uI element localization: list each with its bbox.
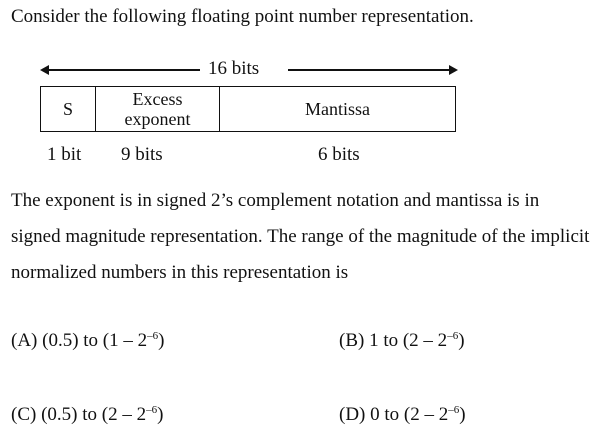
mantissa-field-label: Mantissa xyxy=(305,99,370,119)
total-bits-label: 16 bits xyxy=(208,58,260,79)
arrow-line-right xyxy=(288,69,450,71)
sign-field-label: S xyxy=(62,99,73,119)
exponent-field-label-line2: exponent xyxy=(124,109,191,129)
option-d-prefix: (D) 0 to (2 – 2 xyxy=(339,404,449,425)
exponent-field xyxy=(96,87,220,131)
option-b-exponent: –6 xyxy=(447,330,459,342)
option-c-exponent: –6 xyxy=(146,404,158,416)
option-c-prefix: (C) (0.5) to (2 – 2 xyxy=(11,404,147,425)
option-d-exponent: –6 xyxy=(448,404,460,416)
option-a-suffix: ) xyxy=(158,330,165,351)
option-a-prefix: (A) (0.5) to (1 – 2 xyxy=(11,330,148,351)
question-text: The exponent is in signed 2’s complement notation and mantissa is in signed magnitude representation. The range of the magnitude of the implicit normalized numbers in this representation is xyxy=(11,190,590,283)
option-a[interactable] xyxy=(11,330,164,352)
register-diagram xyxy=(40,86,456,132)
option-c-suffix: ) xyxy=(157,404,164,425)
option-d[interactable] xyxy=(339,404,466,426)
mantissa-field xyxy=(220,87,455,131)
arrow-right-icon xyxy=(449,65,458,75)
width-arrow xyxy=(40,58,460,80)
mantissa-bits-label: 6 bits xyxy=(318,144,360,165)
option-b-suffix: ) xyxy=(458,330,465,351)
option-c[interactable] xyxy=(11,404,163,426)
option-b-prefix: (B) 1 to (2 – 2 xyxy=(339,330,448,351)
option-d-suffix: ) xyxy=(459,404,466,425)
option-b[interactable] xyxy=(339,330,465,352)
sign-bits-label: 1 bit xyxy=(47,144,82,165)
arrow-line-left xyxy=(42,69,200,71)
intro-text: Consider the following floating point number representation. xyxy=(11,6,474,27)
exponent-bits-label: 9 bits xyxy=(121,144,163,165)
option-a-exponent: –6 xyxy=(147,330,159,342)
sign-field xyxy=(41,87,96,131)
exponent-field-label-line1: Excess xyxy=(132,89,183,109)
